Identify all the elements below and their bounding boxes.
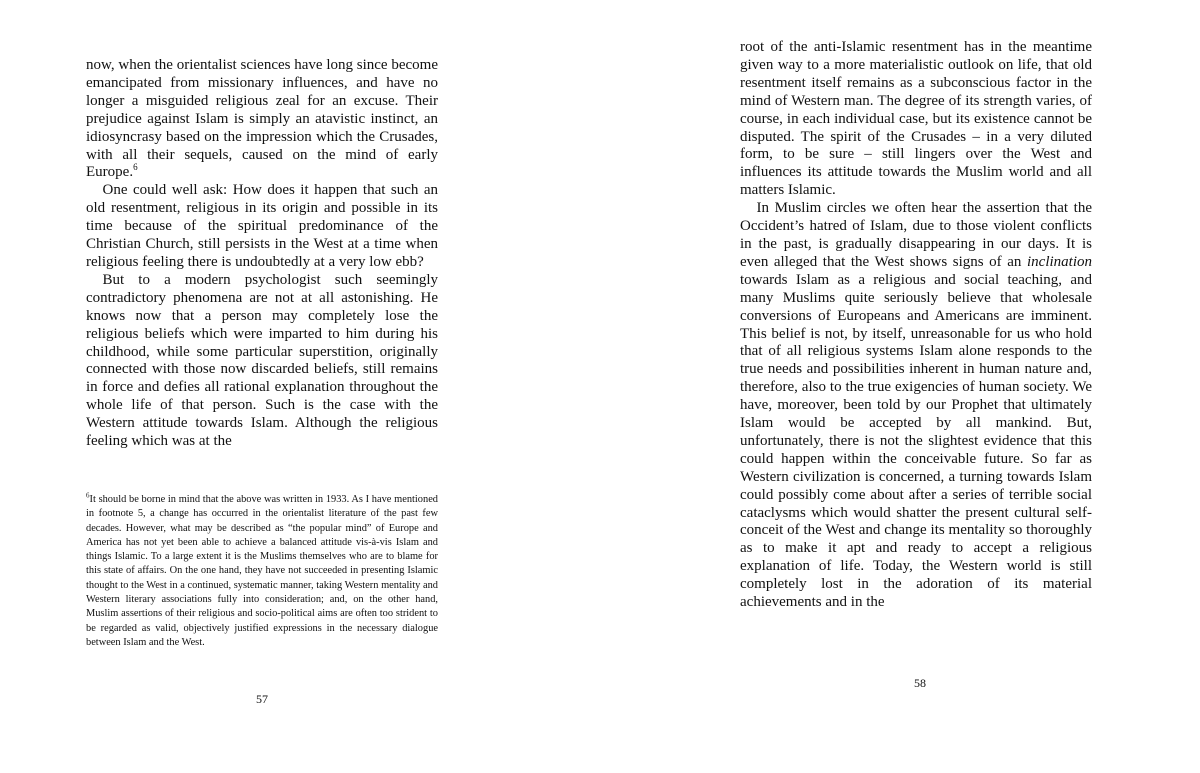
left-body-text: [86, 57, 438, 451]
paragraph-text: now, when the orientalist sciences have long since become emancipated from missionary influences, and have no longer a misguided religious zeal for an excuse. Their prejudice against Islam is simply an atavistic instinct, an idiosyncrasy based on the impression which the Crusades, with all their sequels, caused on the mind of early Europe.: [86, 57, 438, 181]
right-body-text: [740, 39, 1092, 612]
paragraph: [86, 57, 438, 182]
paragraph: But to a modern psychologist such seemingly contradictory phenomena are not at all astonishing. He knows now that a person may completely lose the religious beliefs which were imparted to him during his childhood, while some particular superstition, originally connected with those now discarded beliefs, still remains in force and defies all rational explanation throughout the whole life of that person. Such is the case with the Western attitude towards Islam. Although the religious feeling which was at the: [86, 271, 438, 450]
footnote-text: It should be borne in mind that the above was written in 1933. As I have mentioned in footnote 5, a change has occurred in the orientalist literature of the past few decades. However, what may be described as “the popular mind” of Europe and America has not yet been able to achieve a balanced attitude vis-à-vis Islam and things Islamic. To a large extent it is the Muslims themselves who are to blame for this state of affairs. On the one hand, they have not succeeded in presenting Islamic thought to the West in a continued, systematic manner, taking Western mentality and Western literary associations fully into consideration; and, on the other hand, Muslim assertions of their religious and socio-political aims are often too strident to be regarded as valid, objectively justified expressions in the necessary dialogue between Islam and the West.: [86, 494, 438, 648]
italic-text: inclination: [1027, 253, 1092, 270]
paragraph-text: In Muslim circles we often hear the assertion that the Occident’s hatred of Islam, due to those violent conflicts in the past, is gradually disappearing in our days. It is even alleged that the West shows signs of an: [740, 200, 1092, 270]
paragraph: [740, 200, 1092, 612]
page-number: 58: [914, 676, 926, 690]
footnote-reference: 6: [133, 162, 138, 173]
page-number: 57: [256, 692, 268, 706]
footnote: [86, 493, 438, 650]
paragraph-text: towards Islam as a religious and social teaching, and many Muslims quite seriously believe that wholesale conversions of Europeans and Americans are imminent. This belief is not, by itself, unreasonable for us who hold that of all religious systems Islam alone responds to the true needs and possibilities inherent in human nature and, therefore, also to the true exigencies of human society. We have, moreover, been told by our Prophet that ultimately Islam would be accepted by all mankind. But, unfortunately, there is not the slightest evidence that this could happen within the conceivable future. So far as Western civilization is concerned, a turning towards Islam could possibly come about after a series of terrible social cataclysms which would shatter the present cultural self-conceit of the West and change its mentality so thoroughly as to make it apt and ready to accept a religious explanation of life. Today, the Western world is still completely lost in the adoration of its material achievements and in the: [740, 271, 1092, 611]
paragraph: One could well ask: How does it happen that such an old resentment, religious in its origin and possible in its time because of the spiritual predominance of the Christian Church, still persists in the West at a time when religious feeling there is undoubtedly at a very low ebb?: [86, 182, 438, 270]
footnote-mark: 6: [86, 491, 90, 500]
right-page: [600, 0, 1200, 773]
paragraph: root of the anti-Islamic resentment has in the meantime given way to a more materialistic outlook on life, that old resentment itself remains as a subconscious factor in the mind of Western man. The degree of its strength varies, of course, in each individual case, but its existence cannot be disputed. The spirit of the Crusades – in a very diluted form, to be sure – still lingers over the West and influences its attitude towards the Muslim world and all matters Islamic.: [740, 39, 1092, 199]
